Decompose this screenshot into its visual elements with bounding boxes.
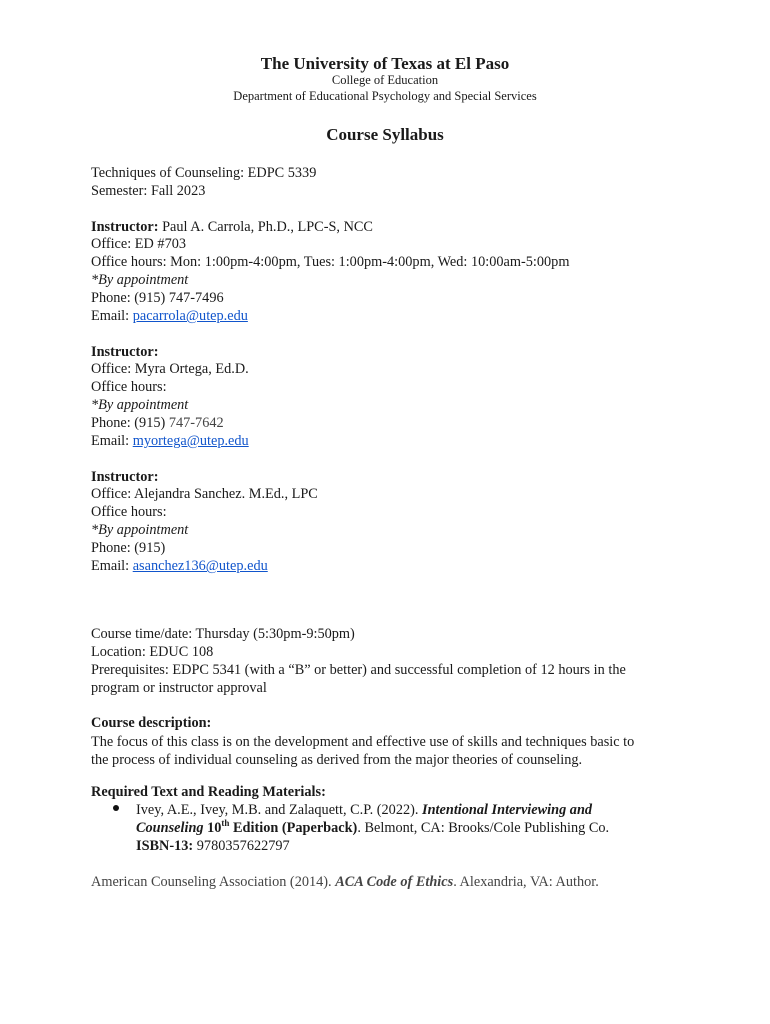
instructor-3-email-link[interactable]: asanchez136@utep.edu xyxy=(132,558,268,574)
course-time: Course time/date: Thursday (5:30pm-9:50pm) xyxy=(91,626,355,642)
aca-reference xyxy=(91,873,599,891)
instructor-1-phone: Phone: (915) 747-7496 xyxy=(91,290,224,306)
course-name: Techniques of Counseling: EDPC 5339 xyxy=(91,165,317,181)
aca-author: American Counseling Association (2014). xyxy=(91,874,336,890)
email-label: Email: xyxy=(91,558,133,574)
aca-publisher: . Alexandria, VA: Author. xyxy=(453,874,599,890)
instructor-label: Instructor: xyxy=(91,469,159,485)
description-heading: Course description: xyxy=(91,715,212,731)
prerequisites-line-2: program or instructor approval xyxy=(91,680,267,696)
book-title-part-2: Counseling xyxy=(136,820,204,836)
edition-number: 10 xyxy=(203,820,222,836)
email-label: Email: xyxy=(91,433,133,449)
book-title-part-1: Intentional Interviewing and xyxy=(422,802,593,818)
instructor-3-appointment xyxy=(91,521,188,539)
department-name: Department of Educational Psychology and Special Services xyxy=(233,89,537,103)
instructor-1-hours: Office hours: Mon: 1:00pm-4:00pm, Tues: 1:00pm-4:00pm, Wed: 10:00am-5:00pm xyxy=(91,254,570,270)
instructor-label: Instructor: xyxy=(91,344,159,360)
book-authors: Ivey, A.E., Ivey, M.B. and Zalaquett, C.P. (2022). xyxy=(136,802,423,818)
appointment-note: *By appointment xyxy=(91,272,189,288)
edition-label: Edition (Paperback) xyxy=(229,820,358,836)
instructor-1-name: Paul A. Carrola, Ph.D., LPC-S, NCC xyxy=(162,219,373,235)
university-title: The University of Texas at El Paso xyxy=(260,54,510,73)
instructor-1-email-link[interactable]: pacarrola@utep.edu xyxy=(132,308,248,324)
instructor-label: Instructor: xyxy=(91,219,159,235)
instructor-1-appointment xyxy=(91,271,188,289)
description-line-2: the process of individual counseling as derived from the major theories of counseling. xyxy=(91,752,583,768)
instructor-3-phone: Phone: (915) xyxy=(91,540,166,556)
instructor-1-line xyxy=(91,218,373,236)
instructor-2-appointment xyxy=(91,396,188,414)
instructor-1-email-line xyxy=(91,307,248,325)
book-line-2 xyxy=(136,819,609,837)
prerequisites-line-1: Prerequisites: EDPC 5341 (with a “B” or better) and successful completion of 12 hours in the xyxy=(91,662,626,678)
instructor-3-email-line xyxy=(91,557,268,575)
instructor-2-email-line xyxy=(91,432,249,450)
edition-suffix: th xyxy=(221,818,230,829)
phone-prefix: Phone: (915) xyxy=(91,415,169,431)
aca-title: ACA Code of Ethics xyxy=(335,874,454,890)
instructor-3-label-line xyxy=(91,468,159,486)
instructor-2-email-link[interactable]: myortega@utep.edu xyxy=(132,433,249,449)
phone-number: 747-7642 xyxy=(168,415,224,431)
book-isbn-line xyxy=(136,837,290,855)
description-heading-line xyxy=(91,714,211,732)
isbn-label: ISBN-13: xyxy=(136,838,194,854)
isbn-value: 9780357622797 xyxy=(193,838,290,854)
instructor-3-hours: Office hours: xyxy=(91,504,167,520)
book-line-1 xyxy=(136,801,592,819)
course-location: Location: EDUC 108 xyxy=(91,644,214,660)
instructor-3-office: Office: Alejandra Sanchez. M.Ed., LPC xyxy=(91,486,318,502)
college-name: College of Education xyxy=(331,73,439,87)
instructor-2-label-line xyxy=(91,343,159,361)
materials-heading: Required Text and Reading Materials: xyxy=(91,784,326,800)
book-publisher: . Belmont, CA: Brooks/Cole Publishing Co. xyxy=(357,820,610,836)
syllabus-title: Course Syllabus xyxy=(326,125,444,144)
instructor-2-hours: Office hours: xyxy=(91,379,167,395)
instructor-1-office: Office: ED #703 xyxy=(91,236,187,252)
appointment-note: *By appointment xyxy=(91,397,189,413)
appointment-note: *By appointment xyxy=(91,522,189,538)
instructor-2-office: Office: Myra Ortega, Ed.D. xyxy=(91,361,249,377)
email-label: Email: xyxy=(91,308,133,324)
semester: Semester: Fall 2023 xyxy=(91,183,206,199)
instructor-2-phone xyxy=(91,414,224,432)
bullet-icon xyxy=(113,805,119,811)
materials-heading-line xyxy=(91,783,326,801)
description-line-1: The focus of this class is on the development and effective use of skills and techniques basic to xyxy=(91,734,635,750)
